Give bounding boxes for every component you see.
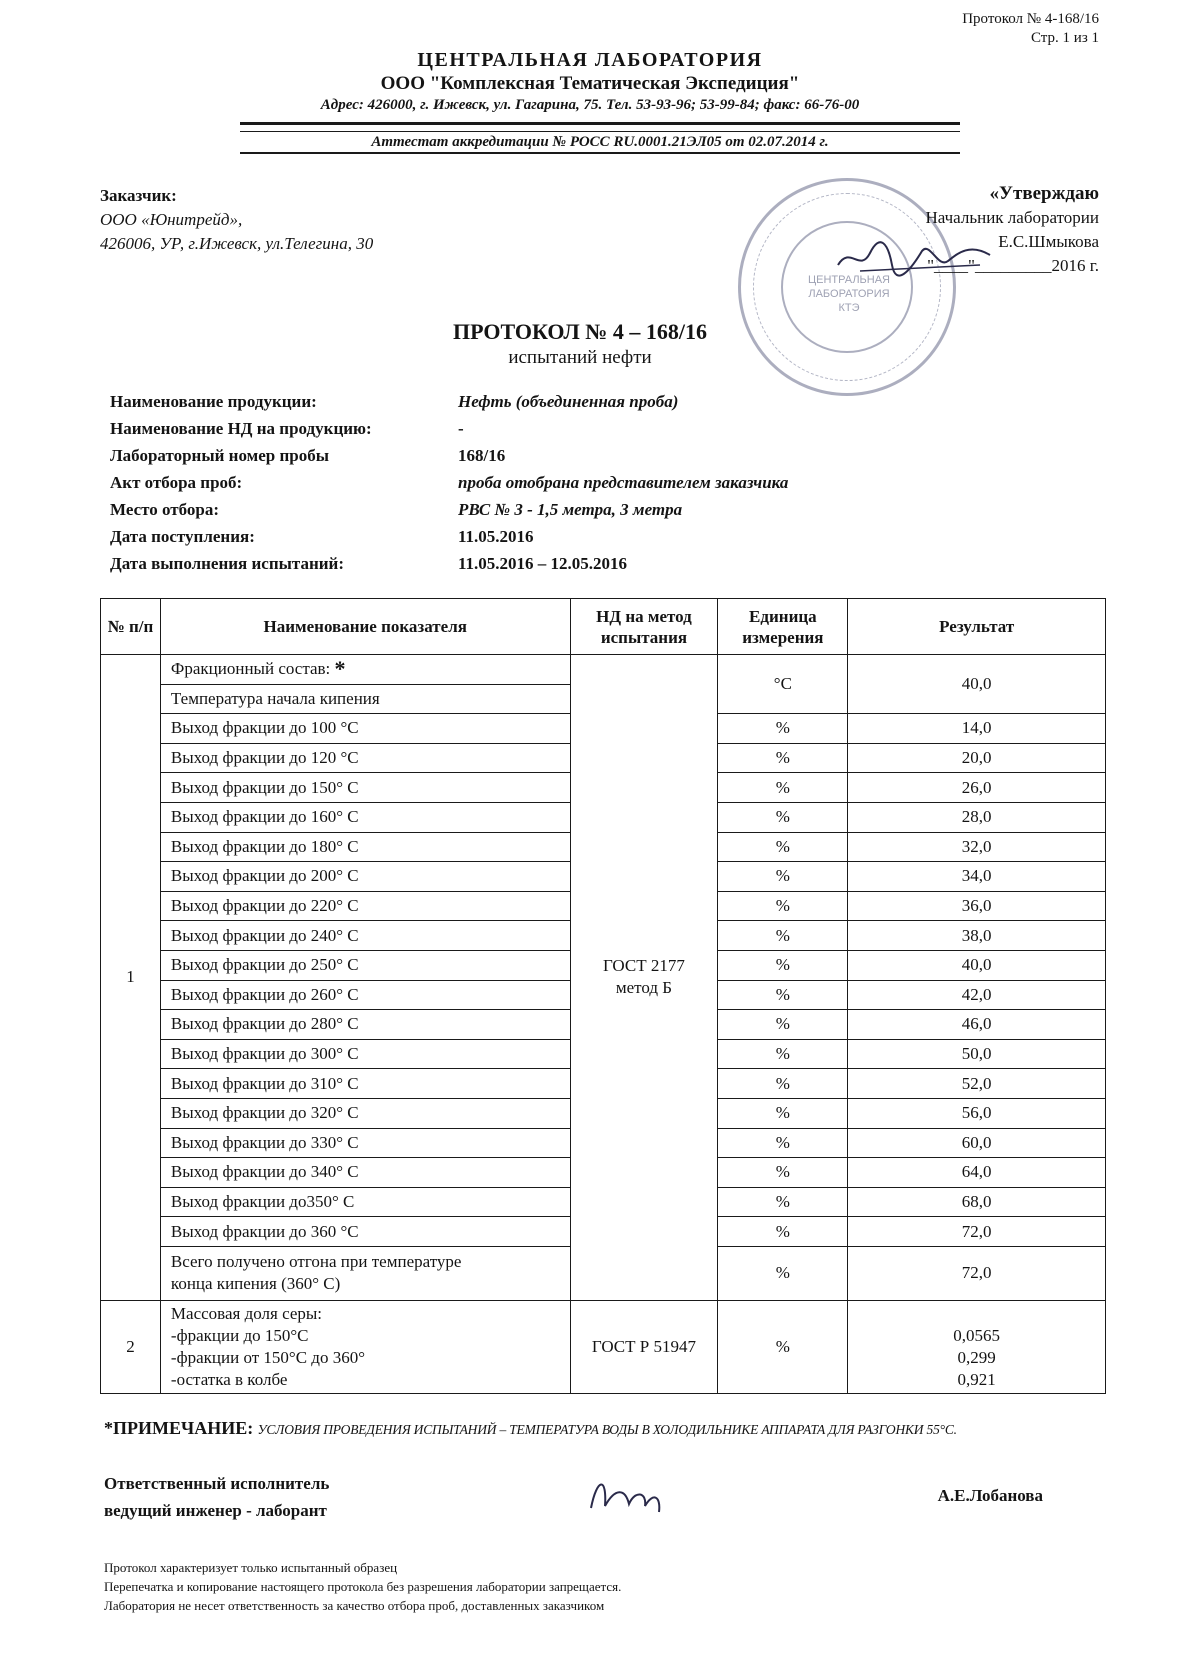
result-value: 14,0 [848, 714, 1106, 744]
indicator-name [160, 655, 570, 685]
approval-signature [830, 235, 1000, 281]
indicator-name: Температура начала кипения [160, 684, 570, 714]
indicator-name: Выход фракции до 280° С [160, 1010, 570, 1040]
result-value: 42,0 [848, 980, 1106, 1010]
executor-position: ведущий инженер - лаборант [104, 1501, 327, 1520]
unit: % [718, 891, 848, 921]
method-standard: ГОСТ 2177 [603, 956, 685, 976]
lab-header [230, 48, 950, 115]
unit: % [718, 714, 848, 744]
customer-label: Заказчик: [100, 186, 177, 205]
unit: % [718, 1158, 848, 1188]
sulfur-result-3: 0,921 [957, 1369, 996, 1389]
result-value: 20,0 [848, 743, 1106, 773]
indicator-name: Выход фракции до 100 °С [160, 714, 570, 744]
seal-line-1: ЦЕНТРАЛЬНАЯ [808, 274, 890, 286]
header-name: Наименование показателя [160, 599, 570, 655]
lab-address: Адрес: 426000, г. Ижевск, ул. Гагарина, 75. Тел. 53-93-96; 53-99-84; факс: 66-76-00 [320, 97, 860, 113]
info-value: Нефть (объединенная проба) [458, 392, 679, 411]
customer-address: 426006, УР, г.Ижевск, ул.Телегина, 30 [100, 234, 374, 253]
info-label: Дата выполнения испытаний: [110, 554, 345, 573]
total-line-2: конца кипения (360° С) [170, 1274, 341, 1294]
method-variant: метод Б [615, 978, 673, 998]
protocol-title-block [380, 318, 780, 370]
info-value: 11.05.2016 – 12.05.2016 [458, 554, 628, 573]
info-value: 11.05.2016 [458, 527, 534, 546]
sulfur-line-1: Массовая доля серы: [170, 1303, 323, 1323]
info-value: проба отобрана представителем заказчика [458, 473, 789, 492]
unit: % [718, 773, 848, 803]
unit: % [718, 980, 848, 1010]
indicator-name [160, 1300, 570, 1393]
info-value: РВС № 3 - 1,5 метра, 3 метра [458, 500, 683, 519]
header-result: Результат [848, 599, 1106, 655]
table-row [101, 655, 1106, 685]
result-value: 52,0 [848, 1069, 1106, 1099]
unit: % [718, 862, 848, 892]
indicator-name: Выход фракции до 250° С [160, 950, 570, 980]
approval-title: «Утверждаю [989, 183, 1099, 204]
header-method: НД на метод испытания [570, 599, 718, 655]
sulfur-line-4: -остатка в колбе [170, 1369, 288, 1389]
result-value: 38,0 [848, 921, 1106, 951]
unit: % [718, 1069, 848, 1099]
indicator-name: Выход фракции до 200° С [160, 862, 570, 892]
indicator-name: Выход фракции до 320° С [160, 1098, 570, 1128]
lab-name: ЦЕНТРАЛЬНАЯ ЛАБОРАТОРИЯ [417, 49, 763, 71]
footer-line-3: Лаборатория не несет ответственность за качество отбора проб, доставленных заказчиком [104, 1598, 605, 1613]
result-value: 72,0 [848, 1246, 1106, 1300]
customer-block [100, 184, 373, 256]
sulfur-result-2: 0,299 [957, 1347, 996, 1367]
executor-title: Ответственный исполнитель [104, 1474, 330, 1493]
result-value: 50,0 [848, 1039, 1106, 1069]
indicator-name: Выход фракции до 160° С [160, 802, 570, 832]
result-value: 46,0 [848, 1010, 1106, 1040]
indicator-name: Выход фракции до 360 °С [160, 1217, 570, 1247]
unit: % [718, 743, 848, 773]
indicator-name: Выход фракции до 180° С [160, 832, 570, 862]
test-method [570, 655, 718, 1301]
unit: % [718, 1187, 848, 1217]
protocol-ref-number: Протокол № 4-168/16 [962, 11, 1099, 27]
unit: % [718, 1010, 848, 1040]
indicator-name: Выход фракции до350° С [160, 1187, 570, 1217]
footer-line-2: Перепечатка и копирование настоящего протокола без разрешения лаборатории запрещается. [104, 1579, 622, 1594]
indicator-name: Выход фракции до 340° С [160, 1158, 570, 1188]
unit: % [718, 950, 848, 980]
unit: % [718, 802, 848, 832]
result-value: 72,0 [848, 1217, 1106, 1247]
row-number: 2 [101, 1300, 161, 1393]
lab-accreditation: Аттестат аккредитации № РОСС RU.0001.21ЭЛ05 от 02.07.2014 г. [240, 132, 960, 154]
footnote-asterisk: * [334, 656, 346, 682]
approval-position: Начальник лаборатории [925, 208, 1099, 227]
indicator-name: Выход фракции до 260° С [160, 980, 570, 1010]
result-value: 60,0 [848, 1128, 1106, 1158]
indicator-name: Выход фракции до 310° С [160, 1069, 570, 1099]
customer-name: ООО «Юнитрейд», [100, 210, 243, 229]
footer-line-1: Протокол характеризует только испытанный образец [104, 1560, 398, 1575]
unit: °С [718, 655, 848, 714]
info-label: Акт отбора проб: [110, 473, 243, 492]
unit: % [718, 1128, 848, 1158]
info-label: Дата поступления: [110, 527, 255, 546]
result-value: 32,0 [848, 832, 1106, 862]
note [104, 1418, 957, 1439]
indicator-name: Выход фракции до 300° С [160, 1039, 570, 1069]
unit: % [718, 1039, 848, 1069]
fraction-label: Фракционный состав: [170, 659, 331, 679]
result-value: 64,0 [848, 1158, 1106, 1188]
sulfur-result-1: 0,0565 [953, 1325, 1001, 1345]
indicator-name [160, 1246, 570, 1300]
total-line-1: Всего получено отгона при температуре [170, 1252, 462, 1272]
footer-disclaimer [104, 1558, 621, 1615]
executor-block [104, 1470, 329, 1524]
result-value: 68,0 [848, 1187, 1106, 1217]
indicator-name: Выход фракции до 120 °С [160, 743, 570, 773]
result-value: 26,0 [848, 773, 1106, 803]
info-value: - [458, 419, 464, 438]
result-value: 34,0 [848, 862, 1106, 892]
seal-line-3: КТЭ [838, 302, 860, 314]
sulfur-line-3: -фракции от 150°С до 360° [170, 1347, 365, 1367]
protocol-title: ПРОТОКОЛ № 4 – 168/16 [452, 319, 708, 344]
test-method: ГОСТ Р 51947 [570, 1300, 718, 1393]
executor-signature [585, 1468, 685, 1518]
header-unit: Единица измерения [718, 599, 848, 655]
result-values [848, 1300, 1106, 1393]
results-table [100, 598, 1106, 1394]
result-value: 40,0 [848, 655, 1106, 714]
approval-name: Е.С.Шмыкова [998, 232, 1099, 251]
header-rule [240, 122, 960, 132]
table-header-row [101, 599, 1106, 655]
seal-line-2: ЛАБОРАТОРИЯ [808, 288, 890, 300]
unit: % [718, 1300, 848, 1393]
sulfur-line-2: -фракции до 150°С [170, 1325, 309, 1345]
protocol-reference [962, 10, 1099, 48]
indicator-name: Выход фракции до 220° С [160, 891, 570, 921]
unit: % [718, 832, 848, 862]
info-value: 168/16 [458, 446, 506, 465]
result-value: 40,0 [848, 950, 1106, 980]
info-label: Лабораторный номер пробы [110, 446, 329, 465]
unit: % [718, 921, 848, 951]
approval-date: "____"_________2016 г. [927, 256, 1099, 275]
executor-name: А.Е.Лобанова [937, 1486, 1043, 1505]
indicator-name: Выход фракции до 330° С [160, 1128, 570, 1158]
info-label: Наименование продукции: [110, 392, 317, 411]
lab-organization: ООО "Комплексная Тематическая Экспедиция" [380, 73, 800, 94]
unit: % [718, 1246, 848, 1300]
indicator-name: Выход фракции до 240° С [160, 921, 570, 951]
info-label: Наименование НД на продукцию: [110, 419, 372, 438]
note-text: УСЛОВИЯ ПРОВЕДЕНИЯ ИСПЫТАНИЙ – ТЕМПЕРАТУРА ВОДЫ В ХОЛОДИЛЬНИКЕ АППАРАТА ДЛЯ РАЗГОНКИ 55°С. [257, 1422, 957, 1437]
table-row [101, 1300, 1106, 1393]
unit: % [718, 1098, 848, 1128]
header-num: № п/п [101, 599, 161, 655]
protocol-subtitle: испытаний нефти [508, 347, 652, 368]
result-value: 28,0 [848, 802, 1106, 832]
page-number: Стр. 1 из 1 [1031, 30, 1099, 46]
result-value: 56,0 [848, 1098, 1106, 1128]
info-label: Место отбора: [110, 500, 220, 519]
unit: % [718, 1217, 848, 1247]
result-value: 36,0 [848, 891, 1106, 921]
indicator-name: Выход фракции до 150° С [160, 773, 570, 803]
row-number: 1 [101, 655, 161, 1301]
note-label: *ПРИМЕЧАНИЕ: [104, 1418, 254, 1438]
